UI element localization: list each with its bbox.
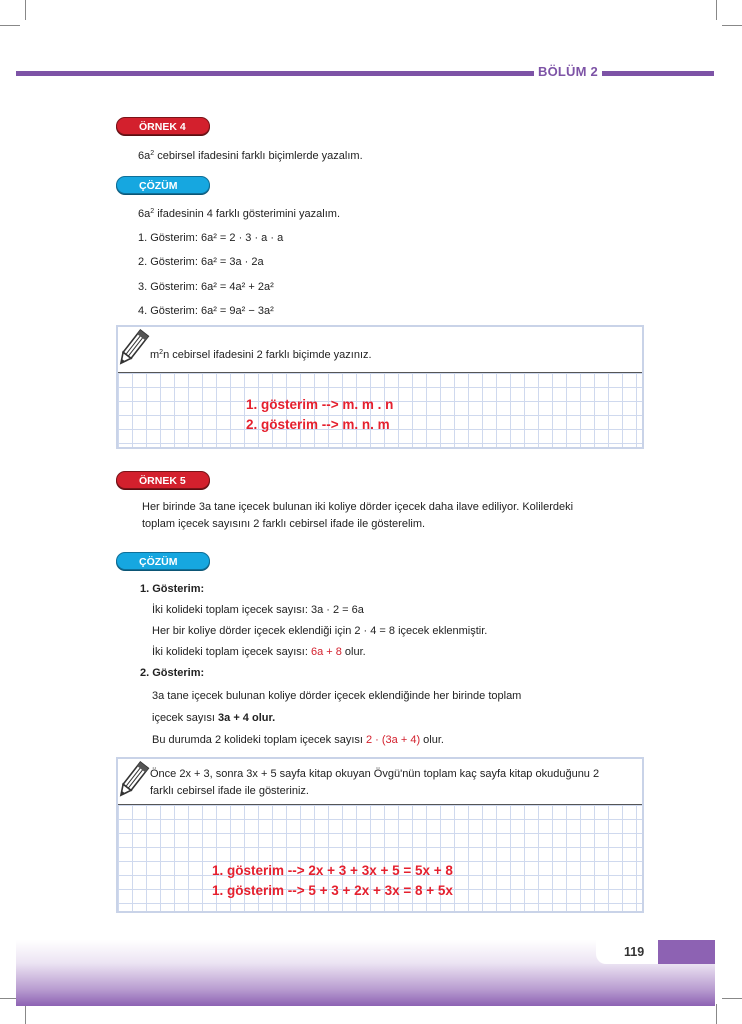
text: Bu durumda 2 kolideki toplam içecek sayısı (152, 734, 366, 746)
text: m (150, 349, 160, 361)
highlighted-expression: 2 · (3a + 4) (366, 734, 421, 746)
example-5-statement-line-2: toplam içecek sayısını 2 farklı cebirsel ifade ile gösterelim. (142, 518, 426, 530)
crop-mark (25, 0, 26, 20)
exercise-header (118, 759, 642, 805)
text: olur. (341, 646, 366, 658)
exercise-prompt-line-1: Önce 2x + 3, sonra 3x + 5 sayfa kitap okuyan Övgü'nün toplam kaç sayfa kitap okuduğunu 2 (150, 768, 600, 780)
highlighted-expression: 6a + 8 (310, 646, 342, 658)
crop-mark (722, 998, 742, 999)
solution-badge: ÇÖZÜM (116, 176, 210, 194)
exercise-prompt-line-2: farklı cebirsel ifade ile gösteriniz. (150, 785, 309, 797)
bold-expression: 3a + 4 olur. (218, 712, 276, 724)
example-5-badge: ÖRNEK 5 (116, 471, 210, 489)
text: n cebirsel ifadesini 2 farklı biçimde yazınız. (163, 349, 372, 361)
handwritten-answer-2: 2. gösterim --> m. n. m (246, 417, 390, 432)
crop-mark (25, 1004, 26, 1024)
representation-line-4: 4. Gösterim: 6a² = 9a² − 3a² (138, 305, 274, 317)
superscript: 2 (150, 150, 155, 157)
text: ifadesinin 4 farklı gösterimini yazalım. (154, 208, 341, 220)
pencil-icon (112, 759, 152, 803)
pencil-icon (112, 327, 152, 371)
section-title: BÖLÜM 2 (534, 64, 602, 79)
text: İki kolideki toplam içecek sayısı: (152, 646, 311, 658)
page-number-bar (658, 940, 715, 964)
text: içecek sayısı (152, 712, 219, 724)
crop-mark (0, 25, 20, 26)
gosterim-1-title: 1. Gösterim: (140, 583, 205, 595)
text: 6a (138, 208, 151, 220)
handwritten-answer-2: 1. gösterim --> 5 + 3 + 2x + 3x = 8 + 5x (212, 883, 453, 898)
page-number: 119 (624, 945, 645, 959)
crop-mark (722, 25, 742, 26)
handwritten-answer-1: 1. gösterim --> 2x + 3 + 3x + 5 = 5x + 8 (212, 863, 453, 878)
text: 6a (138, 150, 151, 162)
gosterim-2-line-2 (152, 712, 275, 724)
representation-line-3: 3. Gösterim: 6a² = 4a² + 2a² (138, 281, 274, 293)
representation-line-1: 1. Gösterim: 6a² = 2 · 3 · a · a (138, 232, 284, 244)
gosterim-2-line-3 (152, 734, 444, 746)
representation-line-2: 2. Gösterim: 6a² = 3a · 2a (138, 256, 264, 268)
superscript: 2 (150, 208, 155, 215)
gosterim-1-line-2: Her bir koliye dörder içecek eklendiği için 2 · 4 = 8 içecek eklenmiştir. (152, 625, 488, 637)
superscript: 2 (159, 349, 164, 356)
header-bar (16, 71, 714, 76)
gosterim-1-line-1: İki kolideki toplam içecek sayısı: 3a · 2 = 6a (152, 604, 364, 616)
crop-mark (716, 0, 717, 20)
text: cebirsel ifadesini farklı biçimlerde yazalım. (154, 150, 363, 162)
crop-mark (716, 1004, 717, 1024)
text: olur. (420, 734, 444, 746)
solution-badge: ÇÖZÜM (116, 552, 210, 570)
example-5-statement-line-1: Her birinde 3a tane içecek bulunan iki koliye dörder içecek daha ilave ediliyor. Kolilerdeki (142, 501, 574, 513)
gosterim-1-line-3 (152, 646, 366, 658)
gosterim-2-title: 2. Gösterim: (140, 667, 205, 679)
gosterim-2-line-1: 3a tane içecek bulunan koliye dörder içecek eklendiğinde her birinde toplam (152, 690, 522, 702)
example-4-badge: ÖRNEK 4 (116, 117, 210, 135)
solution-intro (138, 208, 340, 220)
exercise-box-2 (116, 757, 644, 913)
exercise-box-1 (116, 325, 644, 449)
handwritten-answer-1: 1. gösterim --> m. m . n (246, 397, 394, 412)
example-4-statement (138, 150, 363, 162)
exercise-prompt (150, 349, 372, 361)
exercise-header (118, 327, 642, 373)
